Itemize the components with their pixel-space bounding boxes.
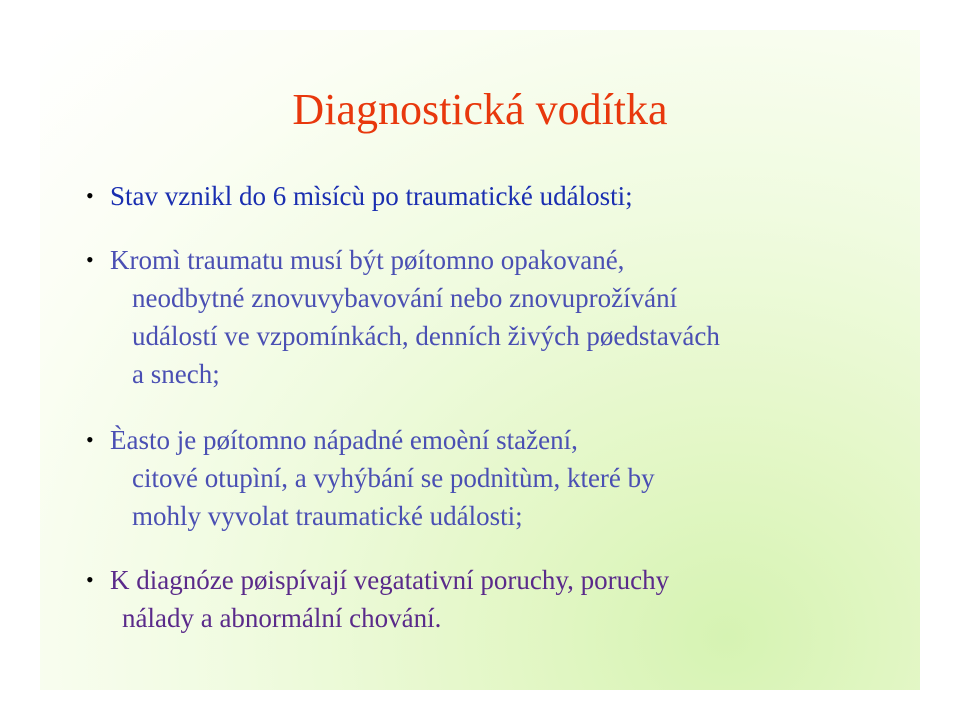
bullet-dot-icon: • (86, 567, 94, 592)
slide-title: Diagnostická vodítka (292, 85, 668, 134)
bullet-item-1 (84, 177, 904, 215)
bullet-3-line-3: mohly vyvolat traumatické události; (132, 501, 523, 531)
bullet-2-line-1: Kromì traumatu musí být pøítomno opakované, (110, 245, 625, 275)
bullet-4-line-1: K diagnóze pøispívají vegatativní poruchy, poruchy (110, 565, 670, 595)
bullet-3-line-2: citové otupìní, a vyhýbání se podnìtùm, které by (132, 463, 655, 493)
bullet-dot-icon: • (86, 183, 94, 208)
bullet-3-line-1: Èasto je pøítomno nápadné emoèní stažení, (110, 425, 578, 455)
bullet-item-2 (84, 241, 904, 393)
bullet-dot-icon: • (86, 247, 94, 272)
slide (40, 30, 920, 690)
bullet-1-line-1: Stav vznikl do 6 mìsícù po traumatické události; (110, 181, 633, 211)
bullet-dot-icon: • (86, 427, 94, 452)
bullet-item-4 (84, 561, 904, 637)
bullet-2-line-3: událostí ve vzpomínkách, denních živých pøedstavách (132, 321, 720, 351)
bullet-4-line-2: nálady a abnormální chování. (122, 603, 442, 633)
bullet-2-line-4: a snech; (132, 359, 220, 389)
bullet-item-3 (84, 421, 904, 535)
bullet-list (84, 177, 904, 637)
bullet-2-line-2: neodbytné znovuvybavování nebo znovuprožívání (132, 283, 678, 313)
